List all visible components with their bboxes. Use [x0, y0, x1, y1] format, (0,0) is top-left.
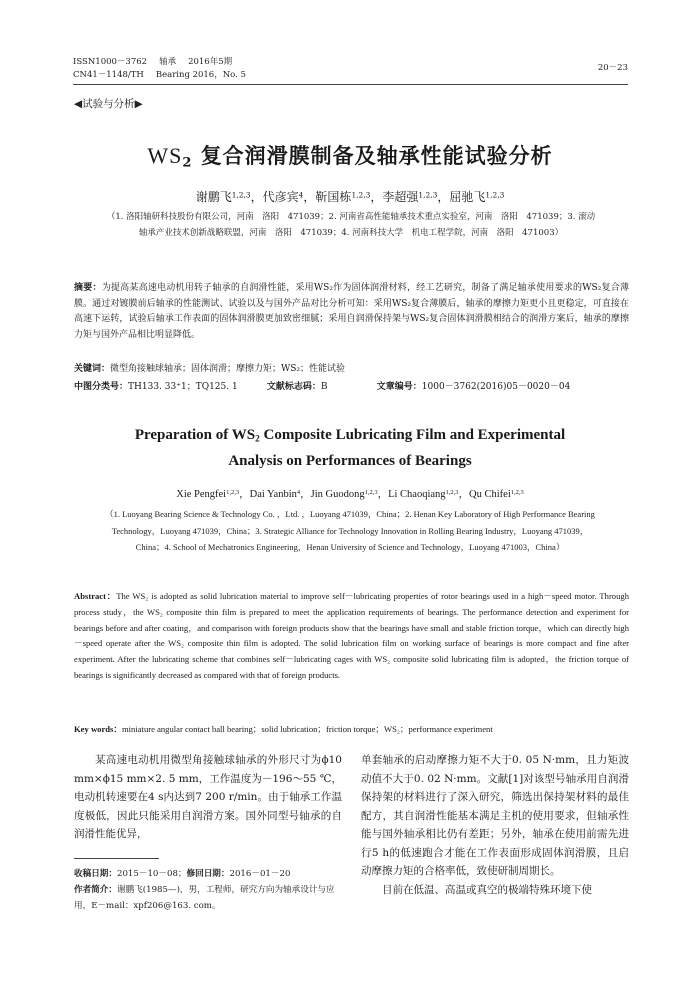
english-abstract: [74, 589, 629, 684]
body-paragraph: 某高速电动机用微型角接触球轴承的外形尺寸为ϕ10 mm×ϕ15 mm×2. 5 mm，工作温度为－196～55 ℃，电动机转速要在4 s内达到7 200 r/min。由于轴承工作温度极低，因此只能采用自润滑方案。国外同型号轴承的自润滑性能优异，: [74, 754, 342, 840]
journal-name-en: Bearing 2016，No. 5: [155, 70, 246, 80]
author: 谢鹏飞: [195, 190, 232, 204]
keywords-label: Key words：: [74, 724, 122, 734]
chinese-title: [0, 140, 700, 170]
author: Qu Chifei: [469, 489, 511, 500]
en-title-part: Preparation of WS: [134, 427, 256, 443]
issn: ISSN1000－3762: [73, 57, 148, 67]
journal-header: [73, 56, 246, 82]
author-affiliation-mark: 1,2,3: [226, 489, 240, 497]
author-affiliation-mark: 1,2,3: [485, 190, 505, 200]
chinese-affiliations: （1. 洛阳轴研科技股份有限公司，河南 洛阳 471039；2. 河南省高性能轴承技术重点实验室，河南 洛阳 471039；3. 滚动轴承产业技术创新战略联盟，河南 洛阳 471039；4. 河南科技大学 机电工程学院，河南 洛阳 471003）: [106, 212, 596, 238]
abstract-label: Abstract：: [74, 591, 117, 601]
abstract-text: The WS₂ is adopted as solid lubrication material to improve self－lubricating properties of rotor bearings used in a high－speed motor. Through process study，the WS₂ composite thin film is prepared to meet the application requirements of bearings. The performance detection and experiment for bearings before and after coating，and comparison with foreign products show that the bearings have small and stable friction torque，which can directly high－speed operate after the WS₂ composite thin film is adopted. The solid lubrication film on working surface of bearings is more compact and fine after experiment. After the lubricating scheme that combines self－lubricating cages with WS₂ composite solid lubricating film is adopted，the friction torque of bearings is significantly decreased as compared with that of foreign products.: [74, 591, 629, 680]
author-affiliation-mark: 4: [298, 190, 304, 200]
keywords-text: miniature angular contact ball bearing；solid lubrication；friction torque；WS₂；performance experiment: [121, 724, 493, 734]
page-range: 20－23: [597, 63, 628, 73]
journal-name-cn: 轴承: [159, 57, 177, 67]
body-column-right: [361, 751, 629, 899]
en-title-line-2: Analysis on Performances of Bearings: [228, 453, 472, 470]
author-affiliation-mark: 1,2,3: [510, 489, 524, 497]
doc-label: 文献标志码：: [266, 382, 321, 392]
chinese-keywords: [74, 362, 629, 378]
received-date: 2015－10－08；: [116, 869, 187, 879]
title-sub: 2: [182, 155, 193, 171]
english-affiliations: （1. Luoyang Bearing Science & Technology Co. ，Ltd. ，Luoyang 471039，China；2. Henan Key Laboratory of High Performance Bearing Technology，Luoyang 471039，China；3. Strategic Alliance for Technology Innovation in Rolling Bearing Industry，Luoyang 471039，China；4. School of Mechatronics Engineering，Henan University of Science and Technology，Luoyang 471003，China）: [105, 509, 595, 552]
author-affiliation-mark: 1,2,3: [364, 489, 378, 497]
class-value: TH133. 33⁺1；TQ125. 1: [128, 382, 238, 392]
keywords-label: 关键词：: [74, 364, 111, 374]
author-affiliation-mark: 4: [296, 489, 301, 497]
keywords-text: 微型角接触球轴承；固体润滑；摩擦力矩；WS₂；性能试验: [110, 364, 346, 374]
revised-label: 修回日期：: [186, 869, 230, 879]
author: Jin Guodong: [310, 489, 365, 500]
author: Xie Pengfei: [176, 489, 227, 500]
section-tag: ◀试验与分析▶: [74, 98, 143, 110]
footnote-divider: [74, 858, 159, 859]
dates-line: [74, 866, 344, 882]
english-keywords: [74, 722, 629, 738]
en-title-part: Composite Lubricating Film and Experimental: [259, 427, 566, 443]
header-line-2: [73, 69, 246, 82]
author-bio: [74, 882, 344, 914]
author-affiliation-mark: 1,2,3: [231, 190, 251, 200]
author-affiliation-mark: 1,2,3: [418, 190, 438, 200]
author-affiliation-mark: 1,2,3: [445, 489, 459, 497]
header-divider: [73, 84, 628, 85]
header-line-1: [73, 56, 246, 69]
body-column-left: [74, 751, 342, 844]
author: Dai Yanbin: [249, 489, 297, 500]
english-title: [0, 424, 700, 472]
en-title-sub: 2: [255, 434, 260, 445]
doc-value: B: [320, 382, 328, 392]
body-paragraph: 目前在低温、高温或真空的极端特殊环境下使: [382, 883, 592, 896]
author: 李超强: [382, 190, 419, 204]
revised-date: 2016－01－20: [229, 869, 291, 879]
footnote: [74, 866, 344, 914]
title-ws: WS: [147, 143, 183, 168]
author: 屈驰飞: [449, 190, 486, 204]
title-rest: 复合润滑膜制备及轴承性能试验分析: [200, 143, 553, 168]
article-value: 1000－3762(2016)05－0020－04: [421, 382, 571, 392]
abstract-text: 为提高某高速电动机用转子轴承的自润滑性能，采用WS₂作为固体润滑材料，经工艺研究，制备了满足轴承使用要求的WS₂复合薄膜。通过对镀膜前后轴承的性能测试、试验以及与国外产品对比分析可知：采用WS₂复合薄膜后，轴承的摩擦力矩更小且更稳定，可直接在高速下运转，试验后轴承工作表面的固体润滑膜更加致密细腻；采用自润滑保持架与WS₂复合固体润滑膜相结合的润滑方案后，轴承的摩擦力矩与国外产品相比明显降低。: [74, 283, 629, 340]
cn-number: CN41－1148/TH: [73, 70, 144, 80]
english-authors: Xie Pengfei$^{1,2,3}$，Dai Yanbin$^4$，Jin Guodong$^{1,2,3}$，Li Chaoqiang$^{1,2,3}$，Qu Chifei$^{1,2,3}$: [176, 489, 524, 500]
author-affiliation-mark: 1,2,3: [351, 190, 371, 200]
author: Li Chaoqiang: [388, 489, 446, 500]
article-label: 文章编号：: [376, 382, 422, 392]
abstract-label: 摘要：: [74, 283, 102, 293]
bio-text: 谢鹏飞(1985—)，男，工程师，研究方向为轴承设计与应用，E－mail：xpf206@163. com。: [74, 885, 335, 911]
author: 代彦宾: [262, 190, 299, 204]
class-label: 中图分类号：: [74, 382, 129, 392]
classification-line: [74, 380, 629, 396]
author: 靳国栋: [315, 190, 352, 204]
chinese-abstract: [74, 281, 629, 343]
issue-cn: 2016年5期: [188, 57, 233, 67]
received-label: 收稿日期：: [74, 869, 117, 879]
chinese-authors: 谢鹏飞$^{1,2,3}$，代彦宾$^4$，靳国栋$^{1,2,3}$，李超强$^{1,2,3}$，屈驰飞$^{1,2,3}$: [195, 190, 505, 204]
body-paragraph: 单套轴承的启动摩擦力矩不大于0. 05 N·mm，且力矩波动值不大于0. 02 N·mm。文献[1]对该型号轴承用自润滑保持架的材料进行了深入研究，筛选出保持架材料的最佳配方，其自润滑性能基本满足主机的使用要求，但轴承性能与国外轴承相比仍有差距；另外，轴承在使用前需先进行5 h的低速跑合才能在工作表面形成固体润滑膜，且启动摩擦力矩的合格率低，致使研制周期长。: [361, 754, 629, 877]
bio-label: 作者简介：: [74, 885, 117, 895]
